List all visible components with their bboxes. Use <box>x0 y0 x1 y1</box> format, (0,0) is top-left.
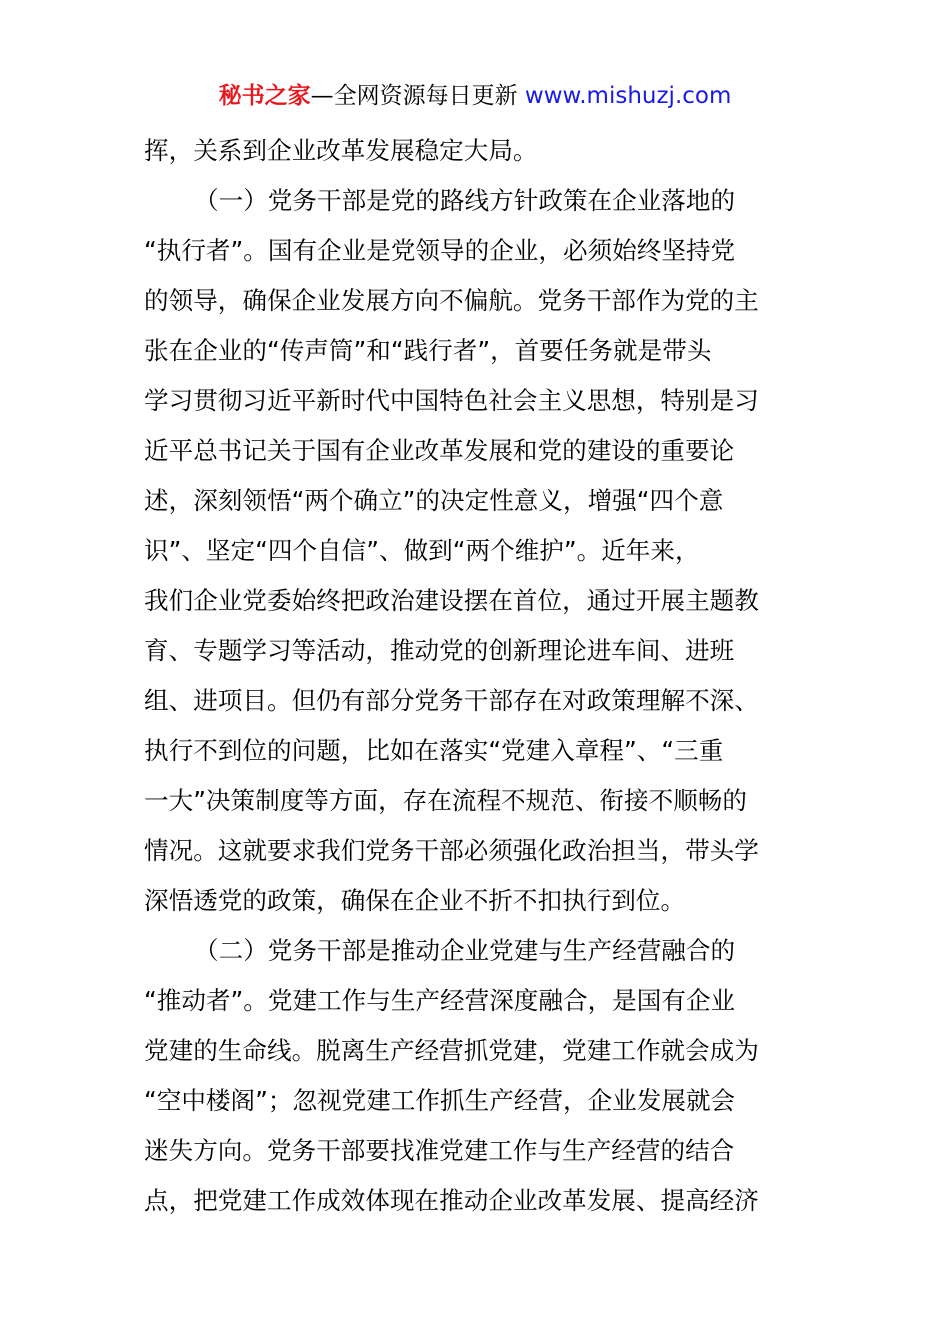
text-line: 述，深刻领悟“两个确立”的决定性意义，增强“四个意 <box>144 486 724 515</box>
text-line: 情况。这就要求我们党务干部必须强化政治担当，带头学 <box>144 836 759 865</box>
text-line: 近平总书记关于国有企业改革发展和党的建设的重要论 <box>144 436 735 465</box>
text-line: 学习贯彻习近平新时代中国特色社会主义思想，特别是习 <box>144 386 759 415</box>
text-line: 迷失方向。党务干部要找准党建工作与生产经营的结合 <box>144 1136 735 1165</box>
text-line: 张在企业的“传声筒”和“践行者”，首要任务就是带头 <box>144 336 712 365</box>
text-line: 识”、坚定“四个自信”、做到“两个维护”。近年来， <box>144 536 700 565</box>
section-heading-line: （一）党务干部是党的路线方针政策在企业落地的 <box>194 186 736 215</box>
text-line: 执行不到位的问题，比如在落实“党建入章程”、“三重 <box>144 736 724 765</box>
text-line: 我们企业党委始终把政治建设摆在首位，通过开展主题教 <box>144 586 759 615</box>
document-body <box>144 126 806 1226</box>
text-line: 的领导，确保企业发展方向不偏航。党务干部作为党的主 <box>144 286 759 315</box>
section-heading-line: （二）党务干部是推动企业党建与生产经营融合的 <box>194 936 736 965</box>
text-line: 党建的生命线。脱离生产经营抓党建，党建工作就会成为 <box>144 1036 759 1065</box>
text-line: “空中楼阁”；忽视党建工作抓生产经营，企业发展就会 <box>144 1086 736 1115</box>
text-line: “推动者”。党建工作与生产经营深度融合，是国有企业 <box>144 986 736 1015</box>
site-header <box>0 80 950 112</box>
text-line: “执行者”。国有企业是党领导的企业，必须始终坚持党 <box>144 236 736 265</box>
text-line: 点，把党建工作成效体现在推动企业改革发展、提高经济 <box>144 1186 759 1215</box>
brand-name: 秘书之家 <box>218 83 311 109</box>
site-url-link[interactable]: www.mishuzj.com <box>524 83 732 109</box>
header-tagline: —全网资源每日更新 <box>310 83 525 109</box>
text-line: 一大”决策制度等方面，存在流程不规范、衔接不顺畅的 <box>144 786 747 815</box>
text-line: 深悟透党的政策，确保在企业不折不扣执行到位。 <box>144 886 686 915</box>
text-line: 组、进项目。但仍有部分党务干部存在对政策理解不深、 <box>144 686 759 715</box>
text-line: 育、专题学习等活动，推动党的创新理论进车间、进班 <box>144 636 735 665</box>
text-line: 挥，关系到企业改革发展稳定大局。 <box>144 136 538 165</box>
